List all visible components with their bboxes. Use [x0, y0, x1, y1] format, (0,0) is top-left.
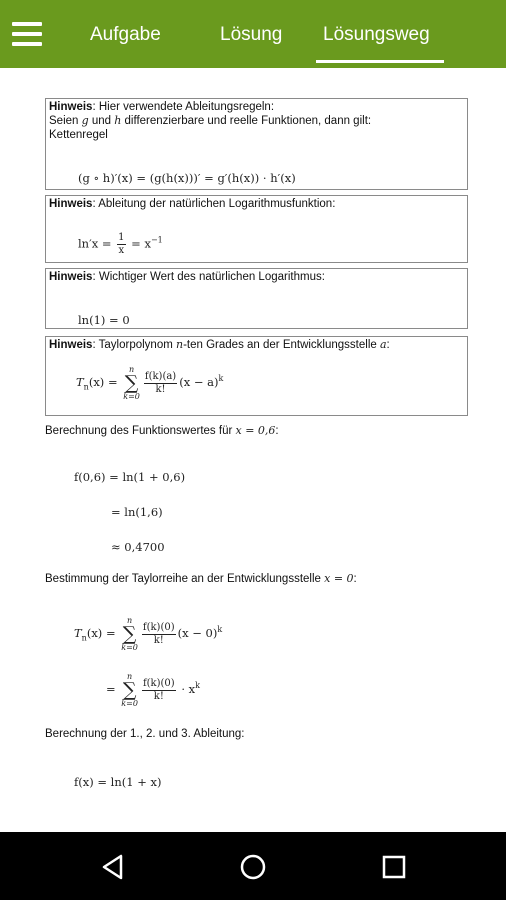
math-var: x = 0,6 — [235, 424, 276, 437]
hint-text: : Wichtiger Wert des natürlichen Logarithmus: — [92, 271, 325, 283]
tab-loesung[interactable]: Lösung — [220, 24, 283, 45]
hint-title: Hinweis — [49, 271, 93, 283]
sum-upper: n — [128, 365, 135, 374]
formula-part: = — [106, 682, 120, 696]
hint-box-chain-rule — [45, 98, 468, 190]
formula-exponent: k — [195, 681, 200, 691]
section-taylor-series — [45, 572, 357, 585]
active-tab-indicator — [316, 60, 444, 63]
fraction-numerator: f(k)(a) — [144, 370, 177, 382]
formula-subscript: n — [83, 382, 89, 392]
tab-aufgabe[interactable]: Aufgabe — [90, 24, 161, 45]
hint-text: : — [386, 339, 390, 351]
hint-text: differenzierbare und reelle Funktionen, dann gilt: — [121, 115, 372, 127]
chain-rule-formula: (g ∘ h)′(x) = (g(h(x)))′ = g′(h(x)) · h′(x) — [78, 171, 296, 185]
sum-symbol: n ∑ k=0 — [123, 365, 140, 401]
formula-part: T — [74, 626, 82, 640]
hint-box-log-value — [45, 268, 468, 329]
solution-content[interactable] — [0, 68, 506, 832]
math-var: a — [379, 338, 387, 351]
hint-title: Hinweis — [49, 101, 93, 113]
hint-text: : Hier verwendete Ableitungsregeln: — [92, 101, 275, 113]
home-icon[interactable] — [238, 852, 268, 882]
formula-part: (x) = — [88, 375, 122, 389]
sum-lower: k=0 — [121, 643, 138, 652]
section-text: : — [275, 425, 279, 437]
section-derivatives: Berechnung der 1., 2. und 3. Ableitung: — [45, 728, 245, 740]
hint-text: und — [88, 115, 115, 127]
hint-text: Seien — [49, 115, 82, 127]
hint-title: Hinweis — [49, 339, 93, 351]
taylor-formula — [76, 365, 223, 401]
menu-icon[interactable] — [12, 22, 42, 48]
fraction-denominator: k! — [153, 690, 164, 702]
log-value-formula: ln(1) = 0 — [78, 313, 130, 327]
fraction — [117, 232, 125, 257]
formula-exponent: k — [217, 625, 223, 635]
sum-symbol: n ∑ k=0 — [121, 616, 138, 652]
sum-symbol: n ∑ k=0 — [121, 672, 138, 708]
section-text: Bestimmung der Taylorreihe an der Entwicklungsstelle — [45, 573, 325, 585]
formula-line: f(x) = ln(1 + x) — [74, 775, 162, 789]
math-var: g — [81, 114, 89, 127]
formula-part: (x − a) — [179, 375, 219, 389]
fraction — [142, 678, 176, 703]
hint-title: Hinweis — [49, 198, 93, 210]
fraction-numerator: f(k)(0) — [142, 621, 175, 633]
sum-upper: n — [127, 672, 133, 681]
fraction-denominator: k! — [155, 383, 166, 395]
math-var: n — [176, 338, 184, 351]
math-var: h — [114, 114, 122, 127]
formula-part: ln′x = — [78, 236, 116, 251]
section-text: Berechnung des Funktionswertes für — [45, 425, 236, 437]
formula-part: · x — [177, 682, 196, 696]
taylor-series-line-2 — [106, 672, 200, 708]
formula-line: = ln(1,6) — [111, 505, 163, 519]
formula-part: (x) = — [86, 626, 120, 640]
formula-exponent: k — [218, 374, 224, 384]
section-text: : — [353, 573, 357, 585]
back-icon[interactable] — [99, 852, 129, 882]
formula-exponent: −1 — [150, 235, 163, 245]
formula-line: ≈ 0,4700 — [111, 540, 165, 554]
math-var: x = 0 — [324, 572, 354, 585]
fraction-numerator: f(k)(0) — [142, 677, 175, 689]
formula-part: T — [76, 375, 84, 389]
fraction-denominator: k! — [153, 634, 164, 646]
sum-lower: k=0 — [121, 699, 138, 708]
hint-text: -ten Grades an der Entwicklungsstelle — [183, 339, 380, 351]
formula-subscript: n — [81, 633, 87, 643]
recents-icon[interactable] — [379, 852, 409, 882]
hint-text: : Taylorpolynom — [92, 339, 176, 351]
formula-part: = x — [127, 236, 151, 251]
fraction-numerator: 1 — [118, 232, 125, 243]
formula-line: f(0,6) = ln(1 + 0,6) — [74, 470, 186, 484]
section-function-value — [45, 424, 279, 437]
app-bar — [0, 0, 506, 68]
fraction-denominator: x — [118, 245, 125, 256]
sum-lower: k=0 — [123, 392, 140, 401]
hint-text: Kettenregel — [49, 129, 108, 141]
fraction — [142, 622, 176, 647]
hint-box-log-derivative — [45, 195, 468, 263]
sum-upper: n — [126, 616, 133, 625]
fraction — [144, 371, 177, 396]
navigation-bar — [0, 832, 506, 900]
taylor-series-line-1 — [74, 616, 222, 652]
hint-box-taylor — [45, 336, 468, 416]
formula-part: (x − 0) — [177, 626, 218, 640]
log-derivative-formula — [78, 232, 163, 257]
hint-text: : Ableitung der natürlichen Logarithmusfunktion: — [92, 198, 336, 210]
tab-loesungsweg[interactable]: Lösungsweg — [323, 24, 430, 45]
